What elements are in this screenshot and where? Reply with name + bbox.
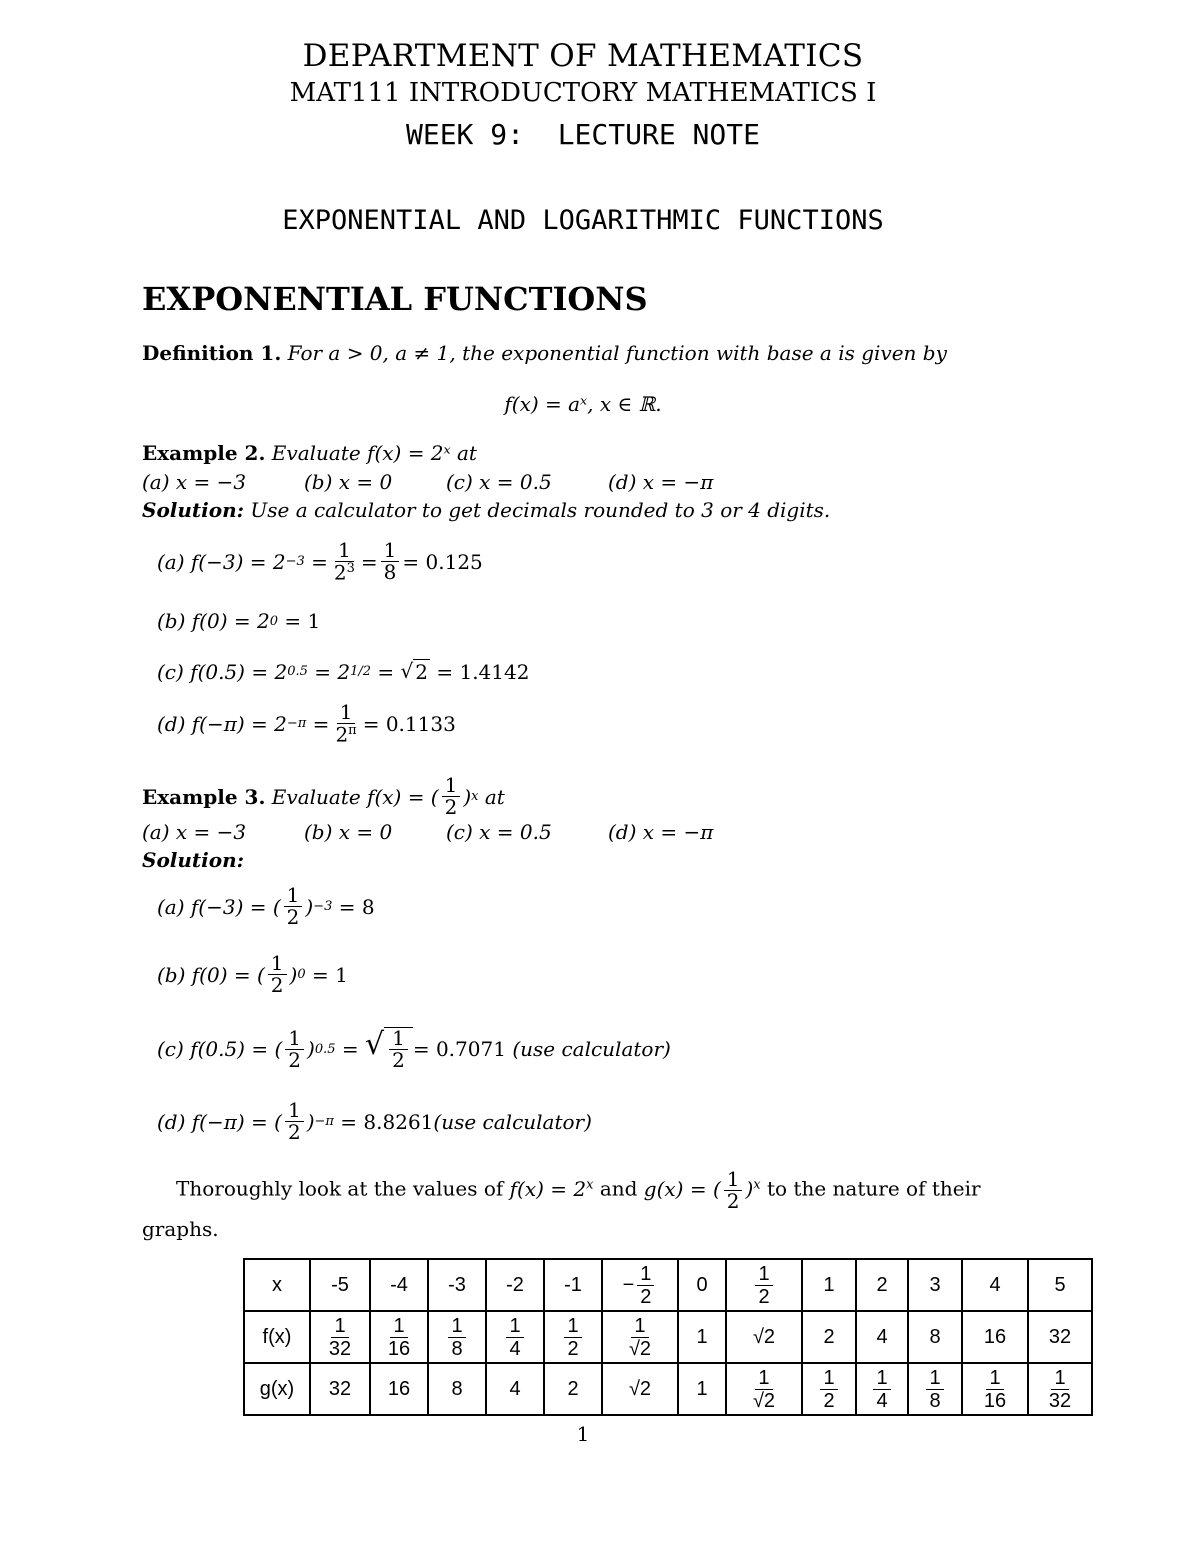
- table-cell-g-5: √2: [602, 1363, 678, 1415]
- definition-label: Definition 1.: [142, 341, 282, 365]
- table-cell-g-6: 1: [678, 1363, 726, 1415]
- frac-num: 1: [335, 540, 354, 562]
- table-cell-x-10: 3: [908, 1259, 962, 1311]
- definition-1: [142, 341, 947, 365]
- example-2-heading: [142, 441, 477, 465]
- eq-text: (a) f(−3) = (: [157, 894, 281, 919]
- frac-num: 1: [337, 702, 356, 724]
- para-f: f(x) = 2: [509, 1176, 587, 1201]
- eq-exp: −3: [285, 554, 305, 570]
- table-row-x: [244, 1259, 1092, 1311]
- frac-num: 1: [381, 540, 400, 562]
- table-cell-f-9: 4: [856, 1311, 908, 1363]
- example-2-label: Example 2.: [142, 441, 266, 465]
- option-c: (c) x = 0.5: [446, 820, 552, 844]
- example-3-c: (c) f(0.5) = ( $\frac{1}{2}$ ) 0.5 = √ $\frac{1}{2}$ = 0.7071 (use calculator): [157, 1025, 671, 1072]
- eq-result: = 0.7071: [412, 1037, 506, 1061]
- option-b: (b) x = 0: [304, 470, 393, 494]
- frac-den: 2: [726, 1188, 740, 1213]
- example-3-solution: [142, 848, 244, 872]
- table-cell-f-3: $\frac{1}{4}$: [486, 1311, 544, 1363]
- frac-den: 2: [333, 560, 347, 585]
- example-2-b: [157, 609, 320, 633]
- frac-num: 1: [724, 1169, 743, 1191]
- solution-label: Solution:: [142, 498, 245, 522]
- sqrt-symbol: √ $\frac{1}{2}$: [365, 1027, 413, 1071]
- para-g: g(x) = (: [643, 1176, 721, 1201]
- table-cell-g-9: $\frac{1}{4}$: [856, 1363, 908, 1415]
- example-2-options: [142, 470, 713, 494]
- table-cell-f-0: $\frac{1}{32}$: [310, 1311, 370, 1363]
- solution-label: Solution:: [142, 848, 245, 872]
- eq-exp: 0: [269, 613, 278, 629]
- example-3-d: (d) f(−π) = ( $\frac{1}{2}$ ) −π = 8.8261 (use calculator): [157, 1098, 592, 1144]
- eq-text: (c) f(0.5) = 2: [157, 659, 288, 684]
- eq-result: = 8: [338, 894, 375, 919]
- table-cell-f-5: $\frac{1}{√2}$: [602, 1311, 678, 1363]
- eq-exp: −π: [286, 716, 307, 732]
- solution-text: Use a calculator to get decimals rounded to 3 or 4 digits.: [250, 498, 831, 522]
- table-cell-g-8: $\frac{1}{2}$: [802, 1363, 856, 1415]
- prompt-text: Evaluate f(x) = (: [271, 784, 439, 809]
- eq-text: (d) f(−π) = 2: [157, 711, 287, 736]
- table-cell-f-10: 8: [908, 1311, 962, 1363]
- table-cell-g-0: 32: [310, 1363, 370, 1415]
- frac-num: 1: [389, 1028, 408, 1050]
- eq-note: (use calculator): [433, 1109, 592, 1134]
- table-cell-x-9: 2: [856, 1259, 908, 1311]
- sqrt-radicand: 2: [415, 660, 428, 684]
- table-cell-x-7: $\frac{1}{2}$: [726, 1259, 802, 1311]
- section-heading: EXPONENTIAL FUNCTIONS: [142, 280, 648, 318]
- frac-den: 2: [288, 1047, 301, 1072]
- eq-result: = 1.4142: [436, 659, 530, 684]
- example-3-label: Example 3.: [142, 784, 266, 809]
- table-cell-f-4: $\frac{1}{2}$: [544, 1311, 602, 1363]
- frac-den: 2: [286, 905, 300, 929]
- example-2-a: (a) f(−3) = 2 −3 = $\frac{1}{2^3}$ = $\frac{1}{8}$ = 0.125: [157, 538, 483, 585]
- table-cell-g-7: $\frac{1}{√2}$: [726, 1363, 802, 1415]
- frac-den: 2: [392, 1048, 405, 1072]
- example-3-a: (a) f(−3) = ( $\frac{1}{2}$ ) −3 = 8: [157, 883, 375, 929]
- frac-den-exp: π: [348, 723, 357, 738]
- example-3-b: (b) f(0) = ( $\frac{1}{2}$ ) 0 = 1: [157, 951, 348, 997]
- table-cell-x-12: 5: [1028, 1259, 1092, 1311]
- table-cell-g-10: $\frac{1}{8}$: [908, 1363, 962, 1415]
- option-c: (c) x = 0.5: [446, 470, 552, 494]
- eq-exp: −π: [314, 1114, 334, 1129]
- eq-text: (a) f(−3) = 2: [157, 549, 286, 574]
- frac-num: 1: [285, 1028, 304, 1050]
- course-title: MAT111 INTRODUCTORY MATHEMATICS I: [289, 78, 877, 108]
- week-title: WEEK 9: LECTURE NOTE: [405, 118, 760, 151]
- table-row-g: [244, 1363, 1092, 1415]
- table-cell-g-11: $\frac{1}{16}$: [962, 1363, 1028, 1415]
- eq-result: = 1: [284, 609, 321, 633]
- eq-exp: −3: [313, 899, 333, 914]
- table-cell-g-12: $\frac{1}{32}$: [1028, 1363, 1092, 1415]
- eq-result: = 0.1133: [362, 711, 456, 736]
- row-label: x: [244, 1259, 310, 1311]
- table-cell-g-2: 8: [428, 1363, 486, 1415]
- values-table: [243, 1258, 1093, 1416]
- eq-mid: = 2: [314, 659, 351, 684]
- eq-text: (b) f(0) = 2: [157, 609, 270, 633]
- exp-num: 1: [350, 664, 359, 679]
- table-cell-f-6: 1: [678, 1311, 726, 1363]
- example-2-prompt: Evaluate f(x) = 2ˣ at: [271, 441, 477, 465]
- frac-den: 2: [270, 973, 284, 997]
- eq-result: = 8.8261: [340, 1109, 434, 1134]
- definition-text: For a > 0, a ≠ 1, the exponential function with base a is given by: [287, 341, 947, 365]
- para-text: to the nature of their graphs.: [142, 1176, 981, 1241]
- table-cell-x-3: -2: [486, 1259, 544, 1311]
- eq-text: (b) f(0) = (: [157, 962, 265, 987]
- para-and: and: [599, 1176, 638, 1201]
- frac-den: 2: [335, 722, 349, 747]
- example-3-heading: [142, 775, 505, 818]
- frac-num: 1: [442, 775, 461, 797]
- definition-formula: [0, 392, 1166, 416]
- row-label: f(x): [244, 1311, 310, 1363]
- prompt-text: at: [484, 784, 505, 809]
- frac-num: 1: [285, 1100, 304, 1122]
- observation-paragraph: Thoroughly look at the values of $f(x) = 2^x$ and g(x) = ( $\frac{1}{2}$ )$^x$ to the nature of their graphs.: [142, 1166, 981, 1241]
- option-d: (d) x = −π: [608, 470, 714, 494]
- table-cell-x-4: -1: [544, 1259, 602, 1311]
- table-cell-x-0: -5: [310, 1259, 370, 1311]
- frac-den: 2: [287, 1120, 301, 1144]
- option-a: (a) x = −3: [142, 470, 247, 494]
- eq-text: (d) f(−π) = (: [157, 1109, 282, 1134]
- eq-text: (c) f(0.5) = (: [157, 1037, 283, 1061]
- prompt-exp: x: [471, 789, 479, 804]
- topic-title: EXPONENTIAL AND LOGARITHMIC FUNCTIONS: [282, 205, 884, 236]
- frac-den: 8: [383, 560, 397, 585]
- exp-den: 2: [362, 664, 372, 679]
- para-text: Thoroughly look at the values of: [176, 1176, 504, 1201]
- eq-exp: 0.5: [314, 1041, 336, 1057]
- eq-note: (use calculator): [512, 1037, 671, 1061]
- example-2-solution: [142, 498, 830, 522]
- table-cell-g-4: 2: [544, 1363, 602, 1415]
- table-cell-x-5: − $\frac{1}{2}$: [602, 1259, 678, 1311]
- option-a: (a) x = −3: [142, 820, 247, 844]
- option-b: (b) x = 0: [304, 820, 393, 844]
- department-title: DEPARTMENT OF MATHEMATICS: [302, 38, 864, 74]
- table-cell-x-8: 1: [802, 1259, 856, 1311]
- formula-text: f(x) = aˣ, x ∈ ℝ.: [504, 392, 662, 416]
- example-3-options: [142, 820, 713, 844]
- table-cell-x-2: -3: [428, 1259, 486, 1311]
- frac-num: 1: [268, 953, 287, 975]
- eq-result: = 0.125: [402, 549, 483, 574]
- eq-exp: 0.5: [287, 664, 308, 679]
- table-cell-g-1: 16: [370, 1363, 428, 1415]
- table-cell-f-8: 2: [802, 1311, 856, 1363]
- frac-den-exp: 3: [346, 561, 355, 576]
- table-cell-g-3: 4: [486, 1363, 544, 1415]
- eq-result: = 1: [311, 962, 348, 987]
- table-cell-f-2: $\frac{1}{8}$: [428, 1311, 486, 1363]
- table-cell-f-1: $\frac{1}{16}$: [370, 1311, 428, 1363]
- eq-exp: 0: [297, 967, 306, 982]
- frac-num: 1: [284, 885, 303, 907]
- frac-den: 2: [444, 795, 458, 819]
- table-cell-f-7: √2: [726, 1311, 802, 1363]
- table-cell-x-11: 4: [962, 1259, 1028, 1311]
- prompt-text: ): [463, 784, 472, 809]
- example-2-c: (c) f(0.5) = 2 0.5 = 2 1/2 = √ 2 = 1.4142: [157, 659, 530, 684]
- page-number: 1: [576, 1422, 590, 1446]
- example-2-d: (d) f(−π) = 2 −π = $\frac{1}{2^\pi}$ = 0.1133: [157, 700, 456, 747]
- table-cell-x-1: -4: [370, 1259, 428, 1311]
- option-d: (d) x = −π: [608, 820, 714, 844]
- row-label: g(x): [244, 1363, 310, 1415]
- table-cell-x-6: 0: [678, 1259, 726, 1311]
- sqrt-symbol: √ 2: [400, 659, 428, 684]
- table-row-f: [244, 1311, 1092, 1363]
- table-cell-f-12: 32: [1028, 1311, 1092, 1363]
- table-cell-f-11: 16: [962, 1311, 1028, 1363]
